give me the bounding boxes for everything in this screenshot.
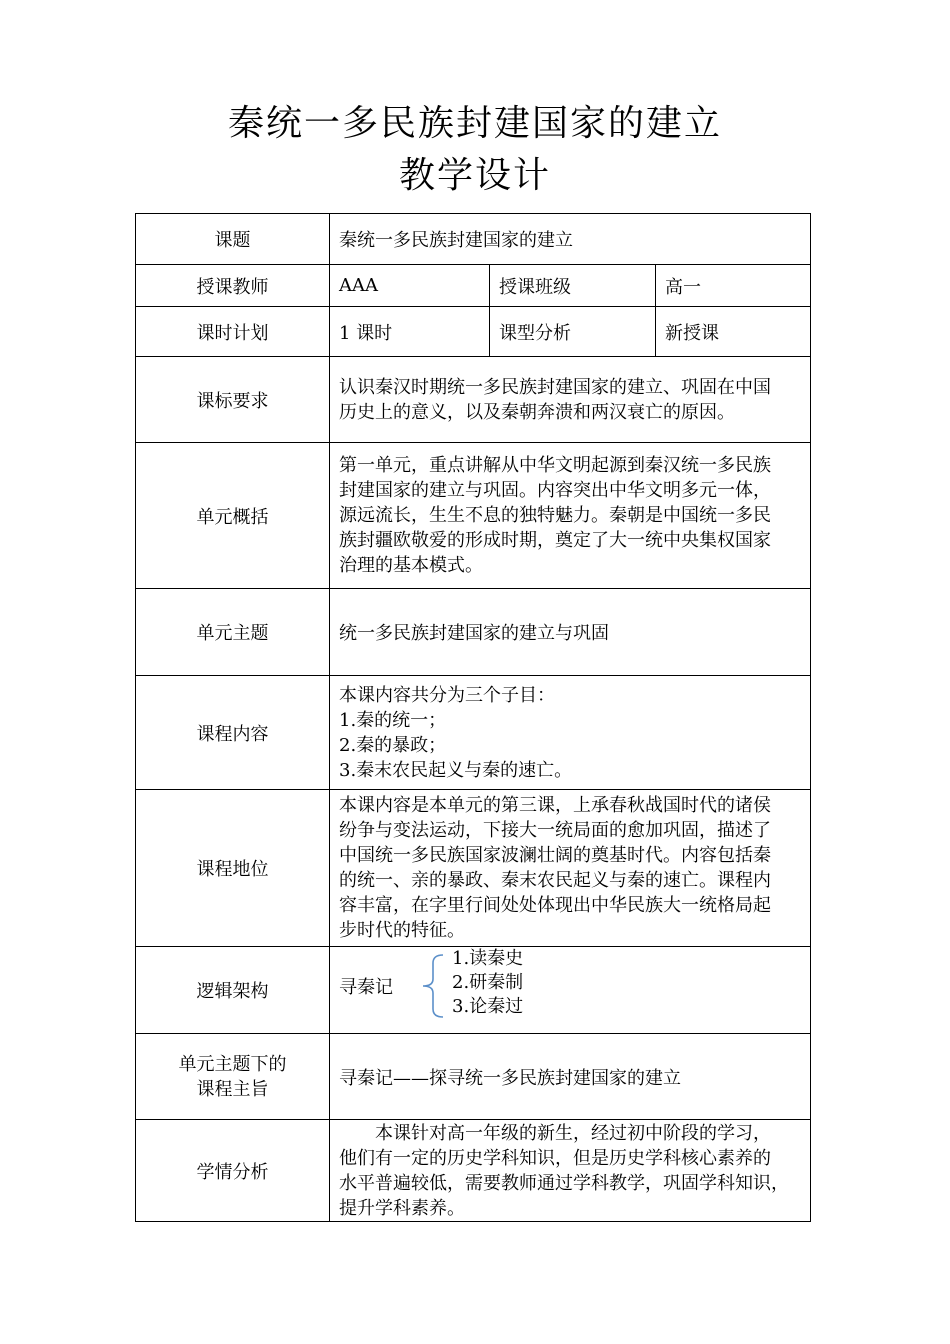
aim-label <box>136 1034 330 1120</box>
theme-value: 统一多民族封建国家的建立与巩固 <box>330 589 811 676</box>
position-line: 纷争与变法运动，下接大一统局面的愈加巩固，描述了 <box>339 820 771 841</box>
summary-line: 源远流长，生生不息的独特魅力。秦朝是中国统一多民 <box>339 505 771 526</box>
type-value: 新授课 <box>656 307 811 357</box>
logic-item: 2.研秦制 <box>452 972 524 993</box>
summary-line: 第一单元，重点讲解从中华文明起源到秦汉统一多民族 <box>339 455 771 476</box>
summary-line: 封建国家的建立与巩固。内容突出中华文明多元一体， <box>339 480 771 501</box>
aim-value: 寻秦记——探寻统一多民族封建国家的建立 <box>330 1034 811 1120</box>
theme-label: 单元主题 <box>136 589 330 676</box>
hours-label: 课时计划 <box>136 307 330 357</box>
position-line: 的统一、亲的暴政、秦末农民起义与秦的速亡。课程内 <box>339 870 771 891</box>
content-line: 1.秦的统一； <box>339 709 447 731</box>
position-line: 本课内容是本单元的第三课，上承春秋战国时代的诸侯 <box>339 795 771 816</box>
students-line: 他们有一定的历史学科知识，但是历史学科核心素养的 <box>339 1147 771 1169</box>
position-text <box>330 790 811 947</box>
standard-line: 历史上的意义，以及秦朝奔溃和两汉衰亡的原因。 <box>339 401 735 423</box>
logic-item: 1.读秦史 <box>452 948 524 969</box>
standard-label: 课标要求 <box>136 357 330 443</box>
summary-text <box>330 443 811 589</box>
summary-line: 治理的基本模式。 <box>339 555 483 576</box>
students-line: 本课针对高一年级的新生，经过初中阶段的学习， <box>375 1122 771 1144</box>
hours-value: 1 课时 <box>330 307 490 357</box>
logic-label: 逻辑架构 <box>136 947 330 1034</box>
content-line: 3.秦末农民起义与秦的速亡。 <box>339 759 573 781</box>
position-line: 步时代的特征。 <box>339 920 465 941</box>
row-aim <box>136 1034 811 1120</box>
logic-root: 寻秦记 <box>339 977 393 998</box>
curly-brace-icon <box>419 953 449 1019</box>
doc-title: 秦统一多民族封建国家的建立 <box>227 103 722 144</box>
summary-line: 族封疆欧敬爱的形成时期，奠定了大一统中央集权国家 <box>339 530 771 551</box>
lesson-plan-table <box>135 213 811 1222</box>
logic-items <box>452 947 523 1019</box>
doc-subtitle: 教学设计 <box>398 155 551 196</box>
topic-label: 课题 <box>136 214 330 265</box>
position-line: 容丰富，在字里行间处处体现出中华民族大一统格局起 <box>339 895 771 916</box>
row-students <box>136 1120 811 1222</box>
topic-value: 秦统一多民族封建国家的建立 <box>330 214 811 265</box>
row-position <box>136 790 811 947</box>
standard-text <box>330 357 811 443</box>
summary-label: 单元概括 <box>136 443 330 589</box>
students-line: 水平普遍较低，需要教师通过学科教学，巩固学科知识， <box>339 1172 789 1194</box>
aim-label-line: 课程主旨 <box>196 1078 269 1100</box>
class-label: 授课班级 <box>490 265 656 307</box>
content-line: 本课内容共分为三个子目： <box>339 684 555 706</box>
logic-cell <box>330 947 811 1034</box>
position-line: 中国统一多民族国家波澜壮阔的奠基时代。内容包括秦 <box>339 845 771 866</box>
row-teacher <box>136 265 811 307</box>
logic-item: 3.论秦过 <box>452 996 524 1017</box>
content-label: 课程内容 <box>136 676 330 790</box>
type-label: 课型分析 <box>490 307 656 357</box>
content-text <box>330 676 811 790</box>
logic-diagram <box>339 947 801 1033</box>
row-theme <box>136 589 811 676</box>
row-summary <box>136 443 811 589</box>
content-line: 2.秦的暴政； <box>339 734 447 756</box>
standard-line: 认识秦汉时期统一多民族封建国家的建立、巩固在中国 <box>339 376 771 398</box>
teacher-value: AAA <box>330 265 490 307</box>
row-standard <box>136 357 811 443</box>
teacher-label: 授课教师 <box>136 265 330 307</box>
students-text <box>330 1120 811 1222</box>
row-logic <box>136 947 811 1034</box>
row-hours <box>136 307 811 357</box>
students-label: 学情分析 <box>136 1120 330 1222</box>
position-label: 课程地位 <box>136 790 330 947</box>
row-topic <box>136 214 811 265</box>
aim-label-line: 单元主题下的 <box>178 1053 287 1075</box>
class-value: 高一 <box>656 265 811 307</box>
row-content <box>136 676 811 790</box>
students-line: 提升学科素养。 <box>339 1197 465 1219</box>
